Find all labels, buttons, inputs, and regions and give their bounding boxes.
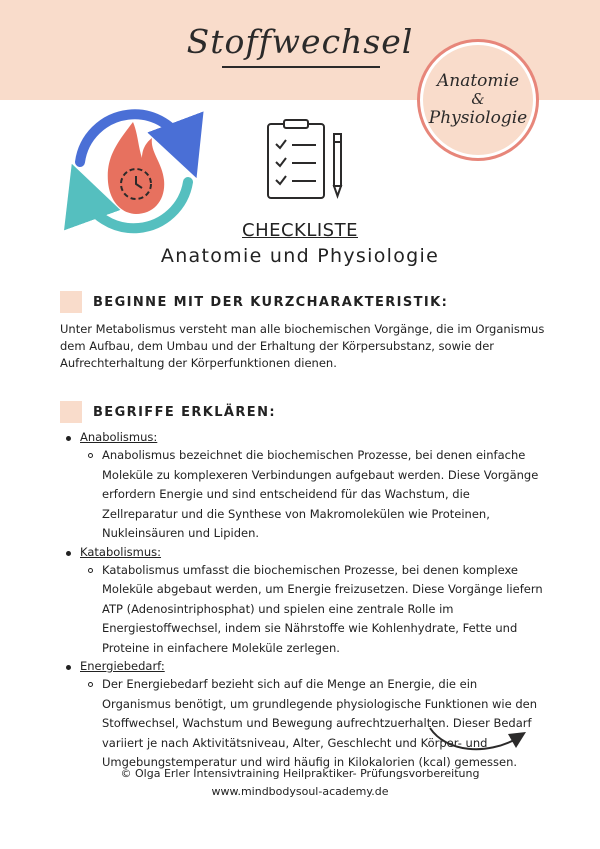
badge-line-1: Anatomie [436,70,520,91]
checklist-title: CHECKLISTE [242,220,358,241]
page-title: Stoffwechsel [186,22,414,61]
badge-line-2: & [471,90,485,109]
pen-icon [334,134,341,196]
term-label-energiebedarf: Energiebedarf: [66,658,546,675]
term-description-anabolismus: Anabolismus bezeichnet die biochemischen Prozesse, bei denen einfache Moleküle zu komplexeren Verbindungen aufgebaut werden. Diese Vorgänge erfordern Energie und sind entscheidend für das Wachstum, die Zellreparatur und die Synthese von Makromolekülen wie Proteinen, Nukleinsäuren und Lipiden. [102,446,546,544]
topic-badge [420,42,536,158]
term-label-anabolismus: Anabolismus: [66,429,546,446]
intro-paragraph: Unter Metabolismus versteht man alle biochemischen Vorgänge, die im Organismus dem Aufbau, dem Umbau und der Erhaltung der Körpersubstanz, sowie der Aufrechterhaltung der Körperfunktionen dienen. [60,322,545,370]
term-description-katabolismus: Katabolismus umfasst die biochemischen Prozesse, bei denen komplexe Moleküle abgebaut werden, um Energie freizusetzen. Diese Vorgänge liefern ATP (Adenosintriphosphat) und spielen eine zentrale Rolle im Energiestoffwechsel, indem sie Nährstoffe wie Kohlenhydrate, Fette und Proteine in einfachere Moleküle zerlegen. [102,561,546,659]
footer-copyright: © Olga Erler Intensivtraining Heilpraktiker- Prüfungsvorbereitung [120,767,480,780]
checklist-subtitle: Anatomie und Physiologie [160,245,440,267]
term-description-energiebedarf: Der Energiebedarf bezieht sich auf die Menge an Energie, die ein Organismus benötigt, um grundlegende physiologische Funktionen wie den Stoffwechsel, Wachstum und Bewegung aufrechtzuerhalten. Dieser Bedarf variiert je nach Aktivitätsniveau, Alter, Geschlecht und Körper- und Umgebungstemperatur und wird häufig in Kilokalorien (kcal) gemessen. [102,675,546,773]
list-item [66,544,546,659]
metabolism-cycle-icon [58,100,208,240]
section-heading-characteristics: BEGINNE MIT DER KURZCHARAKTERISTIK: [93,295,449,310]
badge-line-3: Physiologie [428,107,528,128]
section-marker [60,291,82,313]
section-marker [60,401,82,423]
term-label-katabolismus: Katabolismus: [66,544,546,561]
section-heading-terms: BEGRIFFE ERKLÄREN: [93,405,276,420]
hand-drawn-arrow-icon [426,718,536,758]
checklist-clipboard-icon [262,118,352,203]
list-item [66,429,546,544]
footer-website[interactable]: www.mindbodysoul-academy.de [211,785,389,798]
title-underline [222,66,380,68]
